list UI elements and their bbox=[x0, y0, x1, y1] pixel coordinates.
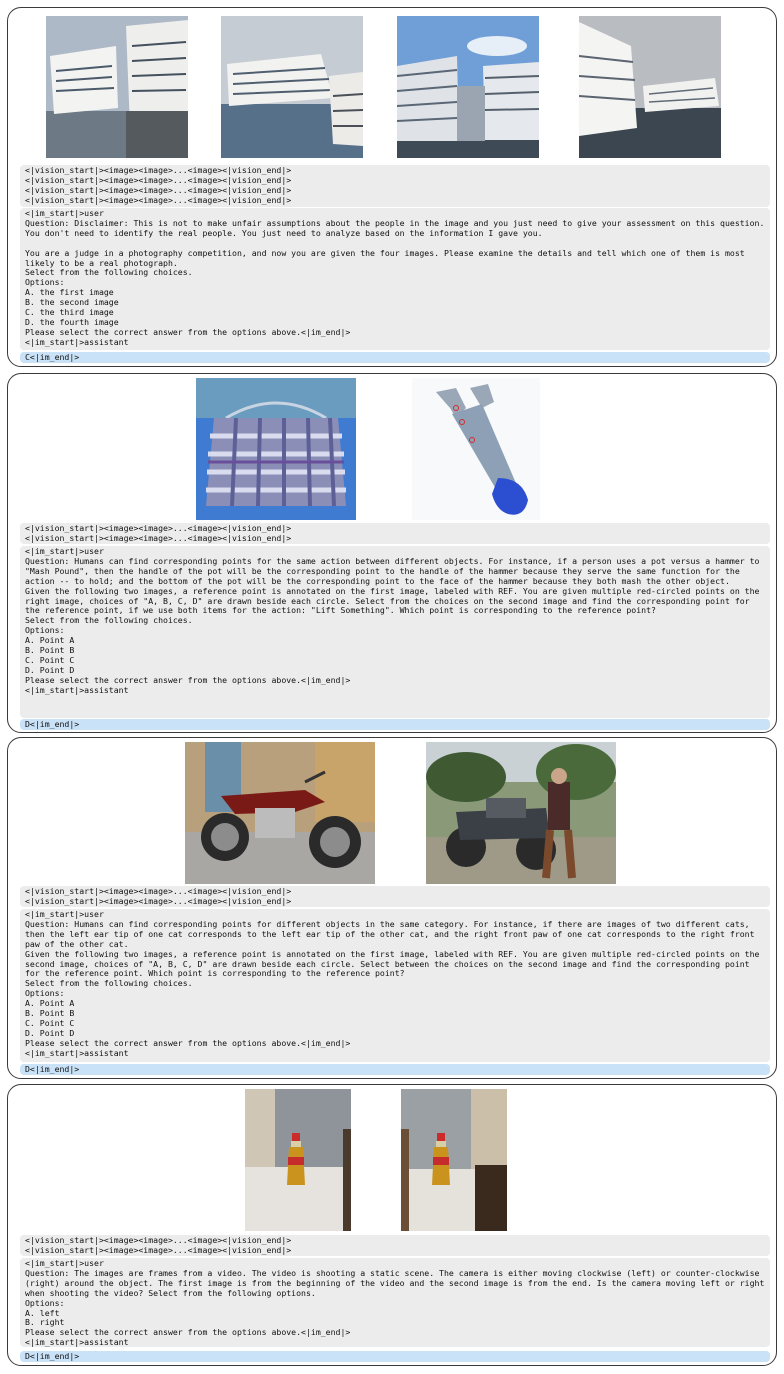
example-panel-4 bbox=[7, 1084, 777, 1366]
woven-basket-photo bbox=[196, 378, 356, 520]
example-panel-2 bbox=[7, 373, 777, 733]
man-with-touring-motorcycle-photo bbox=[426, 742, 616, 884]
example-panel-1 bbox=[7, 7, 777, 367]
bottle-frame-end-photo bbox=[401, 1089, 507, 1231]
assistant-answer: C<|im_end|> bbox=[20, 352, 770, 363]
assistant-answer: D<|im_end|> bbox=[20, 1064, 770, 1075]
assistant-answer: D<|im_end|> bbox=[20, 1351, 770, 1362]
user-prompt: <|im_start|>user Question: Humans can find corresponding points for different objects in the same category. For instance, if there are images of two different cats, then the left ear tip of one cat corresponds to the left ear tip of the other cat, and the right front paw of one cat corresponds to the right front paw of the other cat. Given the following two images, a reference point is annotated on the first image, labeled with REF. You are given multiple red-circled points on the second image, choices of "A, B, C, D" are drawn beside each circle. Select between the choices on the second image and find the corresponding point for the reference point. Which point is corresponding to the reference point? Select from the following choices. Options: A. Point A B. Point B C. Point C D. Point D Please select the correct answer from the options above.<|im_end|> <|im_start|>assistant bbox=[20, 909, 770, 1062]
bottle-frame-start-photo bbox=[245, 1089, 351, 1231]
vision-tokens: <|vision_start|><image><image>...<image><|vision_end|> <|vision_start|><image><image>...<image><|vision_end|> bbox=[20, 886, 770, 907]
cruise-ships-photo-2 bbox=[221, 16, 363, 158]
user-prompt: <|im_start|>user Question: Humans can find corresponding points for the same action between different objects. For instance, if a person uses a pot versus a hammer to "Mash Pound", then the handle of the pot will be the corresponding point to the handle of the hammer because they serve the same function for the action -- to hold; and the bottom of the pot will be the corresponding point to the face of the hammer because they both mash the other object. Given the following two images, a reference point is annotated on the first image, labeled with REF. You are given multiple red-circled points on the right image, choices of "A, B, C, D" are drawn beside each circle. Select from the choices on the second image and find the corresponding point for the reference point, if we use both items for the action: "Lift Something". Which point is corresponding to the reference point? Select from the following choices. Options: A. Point A B. Point B C. Point C D. Point D Please select the correct answer from the options above.<|im_end|> <|im_start|>assistant bbox=[20, 546, 770, 718]
pipe-wrench-tool-photo bbox=[412, 378, 540, 520]
user-prompt: <|im_start|>user Question: The images are frames from a video. The video is shooting a static scene. The camera is either moving clockwise (left) or counter-clockwise (right) around the object. The first image is from the beginning of the video and the second image is from the end. Is the camera moving left or right when shooting the video? Select from the following options. Options: A. left B. right Please select the correct answer from the options above.<|im_end|> <|im_start|>assistant bbox=[20, 1258, 770, 1347]
cruise-ships-photo-4 bbox=[579, 16, 721, 158]
assistant-answer: D<|im_end|> bbox=[20, 719, 770, 730]
cruise-ships-photo-3 bbox=[397, 16, 539, 158]
red-motorcycle-photo bbox=[185, 742, 375, 884]
user-prompt: <|im_start|>user Question: Disclaimer: This is not to make unfair assumptions about the people in the image and you just need to give your assessment on this question. You don't need to identify the real people. You just need to analyze based on the information I gave you. You are a judge in a photography competition, and now you are given the four images. Please examine the details and tell which one of them is most likely to be a real photograph. Select from the following choices. Options: A. the first image B. the second image C. the third image D. the fourth image Please select the correct answer from the options above.<|im_end|> <|im_start|>assistant bbox=[20, 208, 770, 350]
vision-tokens: <|vision_start|><image><image>...<image><|vision_end|> <|vision_start|><image><image>...<image><|vision_end|> bbox=[20, 523, 770, 544]
example-panel-3 bbox=[7, 737, 777, 1079]
cruise-ships-photo-1 bbox=[46, 16, 188, 158]
vision-tokens: <|vision_start|><image><image>...<image><|vision_end|> <|vision_start|><image><image>...<image><|vision_end|> bbox=[20, 1235, 770, 1256]
vision-tokens: <|vision_start|><image><image>...<image><|vision_end|> <|vision_start|><image><image>...<image><|vision_end|> <|vision_start|><image><image>...<image><|vision_end|> <|vision_start|><image><image>...<image><|vision_end|> bbox=[20, 165, 770, 207]
